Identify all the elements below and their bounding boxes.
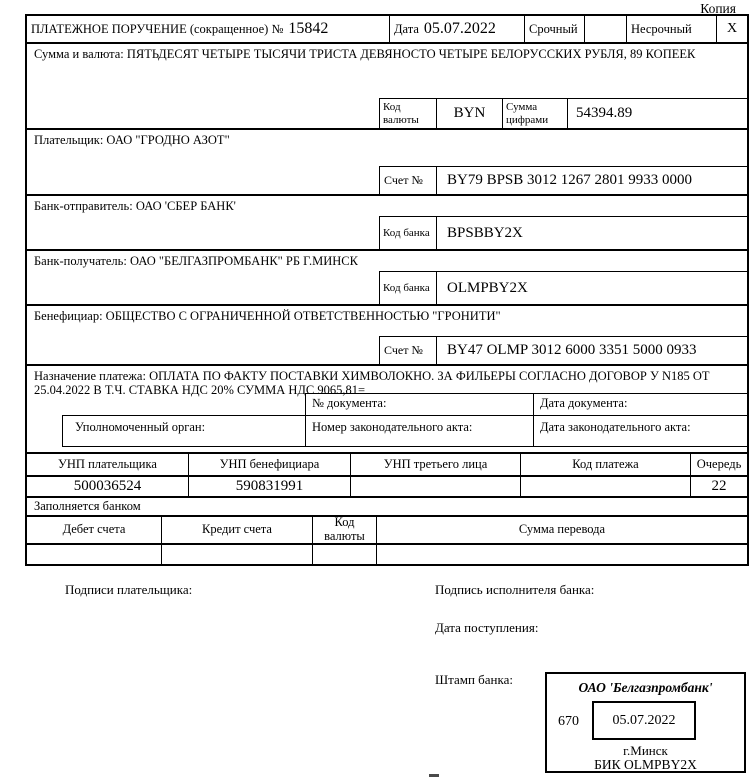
beneficiary-section (27, 304, 747, 364)
amount-digits-value: 54394.89 (567, 98, 747, 128)
receiver-bank-code-value: OLMPBY2X (436, 271, 747, 304)
payer-account-value: BY79 BPSB 3012 1267 2801 9933 0000 (436, 166, 747, 194)
stamp-bik: БИК OLMPBY2X (594, 757, 697, 772)
amount-digits-label: Сумма цифрами (502, 98, 567, 128)
currency-code-value: BYN (436, 98, 502, 128)
payer-section (27, 128, 747, 194)
urgent-checkbox-cell (584, 16, 626, 42)
unp-table-values (27, 475, 747, 496)
urgent-label: Срочный (524, 16, 584, 42)
beneficiary-name: Бенефициар: ОБЩЕСТВО С ОГРАНИЧЕННОЙ ОТВЕТСТВЕННОСТЬЮ "ГРОНИТИ" (34, 309, 501, 323)
doc-number-label: № документа: (305, 393, 533, 415)
credit-account-header: Кредит счета (161, 517, 312, 543)
receipt-date-label: Дата поступления: (435, 620, 539, 635)
document-number: 15842 (288, 20, 329, 37)
payer-account-row (379, 166, 747, 194)
act-number-label: Номер законодательного акта: (305, 415, 533, 447)
beneficiary-account-label: Счет № (379, 336, 436, 364)
act-date-label: Дата законодательного акта: (533, 415, 747, 447)
copy-label: Копия (700, 1, 736, 16)
unp-table-header (27, 452, 747, 475)
transfer-amount-value (376, 545, 747, 564)
payment-code-value (520, 477, 690, 496)
document-title-label: ПЛАТЕЖНОЕ ПОРУЧЕНИЕ (сокращенное) № (31, 21, 284, 36)
date-value: 05.07.2022 (423, 20, 496, 37)
authority-label: Уполномоченный орган: (62, 415, 305, 447)
unp-beneficiary-value: 590831991 (188, 477, 350, 496)
unp-payer-header: УНП плательщика (58, 457, 157, 471)
sender-bank-code-label: Код банка (379, 216, 436, 249)
stamp-number: 670 (558, 714, 579, 729)
receiver-bank-code-label: Код банка (379, 271, 436, 304)
non-urgent-checkbox-cell: X (716, 16, 747, 42)
date-label: Дата (394, 21, 419, 36)
stamp-city: г.Минск (623, 743, 668, 758)
doc-date-label: Дата документа: (533, 393, 747, 415)
purpose-section (27, 364, 747, 452)
unp-payer-value: 500036524 (73, 478, 142, 494)
bank-fill-label: Заполняется банком (27, 496, 747, 515)
unp-beneficiary-header: УНП бенефициара (188, 454, 350, 475)
header-row (27, 16, 747, 42)
receiver-bank-section (27, 249, 747, 304)
sender-bank-name: Банк-отправитель: ОАО 'СБЕР БАНК' (34, 199, 236, 213)
debit-account-value (27, 545, 161, 564)
stamp-bank-name: ОАО 'Белгазпромбанк' (578, 680, 713, 695)
payment-code-header: Код платежа (520, 454, 690, 475)
amount-mini-table (379, 98, 747, 128)
payment-order-form (25, 14, 749, 566)
sender-bank-code-row (379, 216, 747, 249)
purpose-subtable (27, 393, 747, 447)
purpose-text: Назначение платежа: ОПЛАТА ПО ФАКТУ ПОСТАВКИ ХИМВОЛОКНО. ЗА ФИЛЬЕРЫ СОГЛАСНО ДОГОВОР У N185 ОТ 25.04.2022 В Т.Ч. СТАВКА НДС 20% СУММА НДС 9065,81= (34, 369, 710, 398)
payer-signatures-label: Подписи плательщика: (65, 582, 193, 597)
bank-executor-signature-label: Подпись исполнителя банка: (435, 582, 595, 597)
debit-account-header: Дебет счета (62, 522, 126, 537)
unp-thirdparty-header: УНП третьего лица (350, 454, 520, 475)
beneficiary-account-value: BY47 OLMP 3012 6000 3351 5000 0933 (436, 336, 747, 364)
receiver-bank-code-row (379, 271, 747, 304)
document-title (27, 16, 389, 42)
amount-section (27, 42, 747, 128)
bank-fill-header (27, 515, 747, 543)
page-cutoff-mark (429, 774, 439, 777)
document-date (389, 16, 524, 42)
currency-code-value-cell (312, 545, 376, 564)
non-urgent-label: Несрочный (626, 16, 716, 42)
payer-name: Плательщик: ОАО "ГРОДНО АЗОТ" (34, 133, 230, 147)
sender-bank-code-value: BPSBBY2X (436, 216, 747, 249)
receiver-bank-name: Банк-получатель: ОАО "БЕЛГАЗПРОМБАНК" РБ Г.МИНСК (34, 254, 358, 268)
bank-stamp (545, 672, 746, 773)
currency-code-header: Код валюты (312, 517, 376, 543)
credit-account-value (161, 545, 312, 564)
stamp-date-box (592, 701, 696, 740)
beneficiary-account-row (379, 336, 747, 364)
sender-bank-section (27, 194, 747, 249)
currency-code-label: Код валюты (379, 98, 436, 128)
transfer-amount-header: Сумма перевода (376, 517, 747, 543)
queue-value: 22 (690, 477, 747, 496)
bank-fill-values (27, 543, 747, 564)
stamp-date: 05.07.2022 (612, 712, 676, 728)
amount-words: Сумма и валюта: ПЯТЬДЕСЯТ ЧЕТЫРЕ ТЫСЯЧИ ТРИСТА ДЕВЯНОСТО ЧЕТЫРЕ БЕЛОРУССКИХ РУБЛЯ, 89 КОПЕЕК (34, 47, 696, 61)
bank-stamp-label: Штамп банка: (435, 672, 513, 687)
queue-header: Очередь (690, 454, 747, 475)
payer-account-label: Счет № (379, 166, 436, 194)
unp-thirdparty-value (350, 477, 520, 496)
